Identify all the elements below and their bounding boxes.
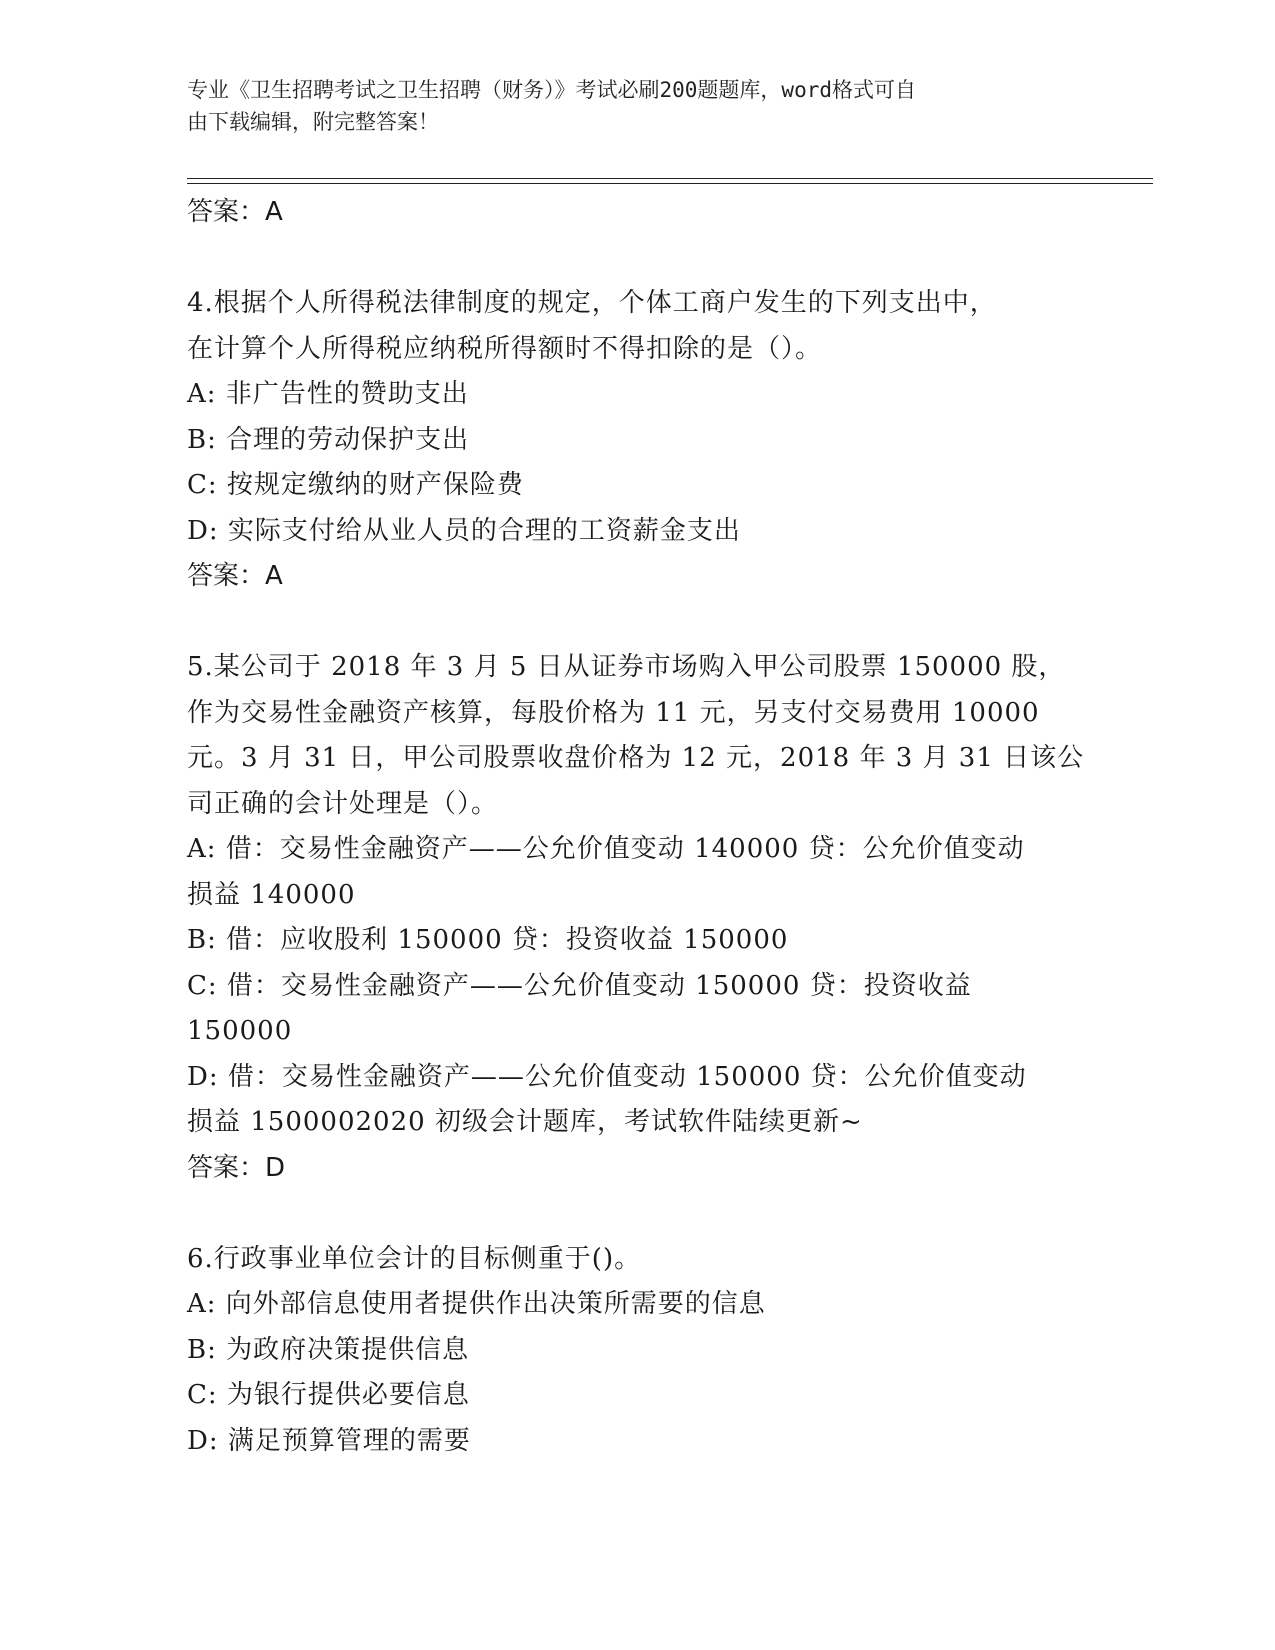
- question-5: [187, 645, 1087, 1191]
- question-6-option-b: B: 为政府决策提供信息: [187, 1334, 470, 1365]
- question-4-option-c: C: 按规定缴纳的财产保险费: [187, 470, 524, 500]
- question-5-answer: 答案：D: [187, 1152, 286, 1183]
- question-4-option-b: B: 合理的劳动保护支出: [187, 424, 470, 455]
- header-line-2: 由下载编辑，附完整答案！: [187, 110, 439, 134]
- question-5-stem-line-3: 元。3 月 31 日，甲公司股票收盘价格为 12 元，2018 年 3 月 31 日该公: [187, 743, 1085, 773]
- question-5-option-d-line-2: 损益 1500002020 初级会计题库，考试软件陆续更新~: [187, 1107, 863, 1137]
- question-4-stem-line-2: 在计算个人所得税应纳税所得额时不得扣除的是（）。: [187, 333, 823, 364]
- header-rule-top: [187, 178, 1153, 179]
- question-6-stem: 6.行政事业单位会计的目标侧重于()。: [187, 1243, 642, 1274]
- document-header: [187, 74, 1067, 138]
- document-content: [187, 190, 1087, 1464]
- spacer: [187, 1191, 1087, 1237]
- header-line-1: 专业《卫生招聘考试之卫生招聘（财务）》考试必刷200题题库，word格式可自: [187, 78, 916, 102]
- question-5-option-c-line-2: 150000: [187, 1016, 293, 1046]
- question-4-option-d: D: 实际支付给从业人员的合理的工资薪金支出: [187, 515, 741, 546]
- question-4-answer: 答案：A: [187, 561, 283, 591]
- previous-answer: 答案：A: [187, 197, 283, 227]
- header-rule-bottom: [187, 183, 1153, 184]
- question-6-option-c: C: 为银行提供必要信息: [187, 1380, 470, 1410]
- question-5-option-b: B: 借：应收股利 150000 贷：投资收益 150000: [187, 925, 789, 955]
- spacer: [187, 600, 1087, 646]
- question-5-stem-line-1: 5.某公司于 2018 年 3 月 5 日从证券市场购入甲公司股票 150000 股，: [187, 652, 1066, 682]
- question-4-option-a: A: 非广告性的赞助支出: [187, 379, 469, 409]
- question-5-option-a-line-1: A: 借：交易性金融资产——公允价值变动 140000 贷：公允价值变动: [187, 834, 1025, 864]
- question-6-option-a: A: 向外部信息使用者提供作出决策所需要的信息: [187, 1289, 766, 1319]
- question-5-option-d-line-1: D: 借：交易性金融资产——公允价值变动 150000 贷：公允价值变动: [187, 1061, 1027, 1092]
- question-5-stem-line-2: 作为交易性金融资产核算，每股价格为 11 元，另支付交易费用 10000: [187, 697, 1040, 728]
- question-6-option-d: D: 满足预算管理的需要: [187, 1425, 471, 1456]
- question-5-option-c-line-1: C: 借：交易性金融资产——公允价值变动 150000 贷：投资收益: [187, 970, 972, 1001]
- question-4: [187, 281, 1087, 600]
- question-4-stem-line-1: 4.根据个人所得税法律制度的规定，个体工商户发生的下列支出中，: [187, 288, 997, 318]
- spacer: [187, 236, 1087, 282]
- question-6: [187, 1237, 1087, 1465]
- question-5-stem-line-4: 司正确的会计处理是（）。: [187, 788, 499, 819]
- question-5-option-a-line-2: 损益 140000: [187, 879, 356, 910]
